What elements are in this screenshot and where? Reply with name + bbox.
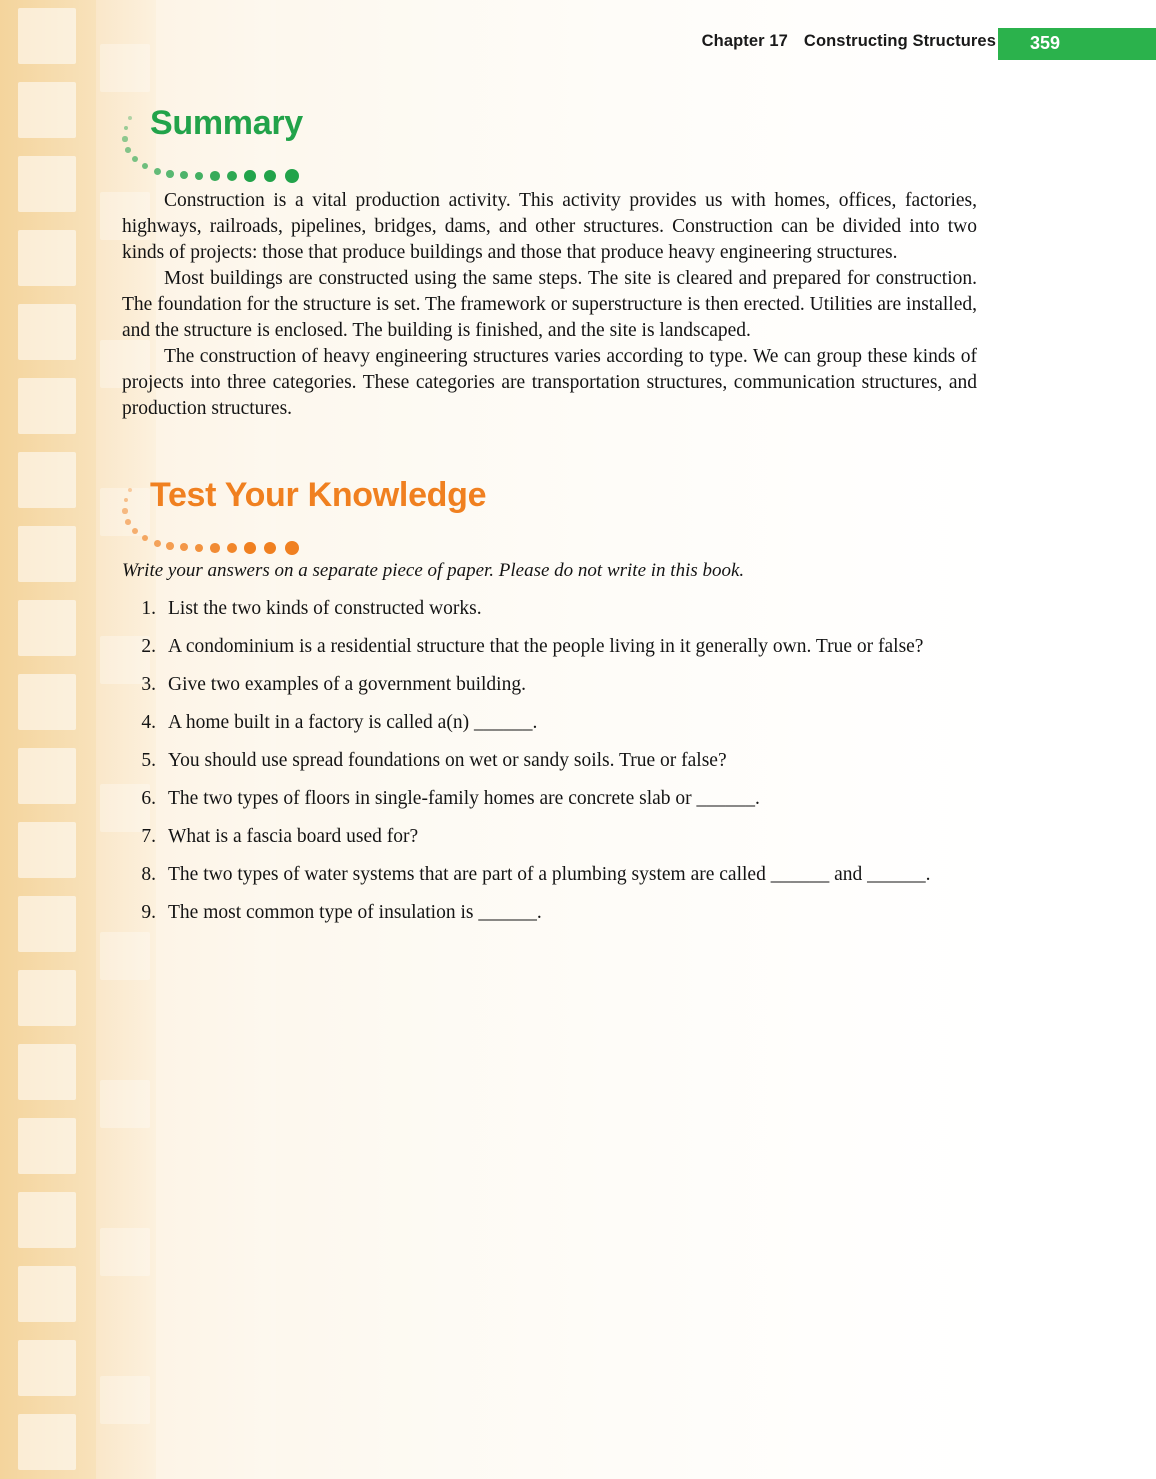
decorative-square [18,452,76,508]
decorative-square [18,230,76,286]
decorative-dot [210,543,220,553]
question-number: 6. [141,788,156,809]
question-number: 5. [141,750,156,771]
summary-heading: Summary [150,104,303,142]
page-header [0,28,1156,62]
question-item [122,672,977,698]
decorative-dot [132,156,138,162]
decorative-square [100,932,150,980]
decorative-square [18,822,76,878]
decorative-dot [124,498,129,503]
decorative-dot [285,169,299,183]
question-text: List the two kinds of constructed works. [168,598,482,619]
question-list [122,596,977,926]
question-number: 3. [141,674,156,695]
decorative-dot [180,543,188,551]
decorative-dot [125,519,131,525]
decorative-square [100,1228,150,1276]
question-text: The two types of floors in single-family homes are concrete slab or ______. [168,788,760,809]
decorative-dot [285,541,299,555]
decorative-square [18,1192,76,1248]
decorative-dot [227,171,237,181]
decorative-dot [264,542,277,555]
decorative-dot [195,172,204,181]
question-item [122,824,977,850]
question-text: The most common type of insulation is ______. [168,902,542,923]
decorative-dot [122,508,127,513]
decorative-dot [244,542,256,554]
decorative-dot [128,116,132,120]
question-item [122,900,977,926]
question-item [122,786,977,812]
summary-paragraph-2: Most buildings are constructed using the same steps. The site is cleared and prepared for construction. The foundation for the structure is set. The framework or superstructure is then erected. Utilities are installed, and the structure is enclosed. The building is finished, and the site is landscaped. [122,268,977,341]
page-number-band [998,28,1156,60]
decorative-dot [124,126,129,131]
decorative-dot [142,535,148,541]
question-item [122,862,977,888]
decorative-square [18,526,76,582]
decorative-dot [154,540,161,547]
decorative-square [18,600,76,656]
decorative-dot [210,171,220,181]
decorative-square [100,1080,150,1128]
page-number: 359 [1029,33,1060,53]
header-title-group [702,32,996,51]
tyk-heading: Test Your Knowledge [150,476,487,514]
summary-heading-block [122,96,977,182]
decorative-square [18,674,76,730]
decorative-square [18,1044,76,1100]
question-number: 1. [141,598,156,619]
background-stripe-left [0,0,96,1479]
decorative-square [18,82,76,138]
question-item [122,710,977,736]
decorative-square [18,748,76,804]
question-number: 8. [141,864,156,885]
decorative-square [100,1376,150,1424]
header-chapter-label: Chapter 17 [701,32,788,50]
decorative-dot [244,170,256,182]
decorative-square [18,1266,76,1322]
decorative-dot [154,168,161,175]
question-number: 7. [141,826,156,847]
decorative-dot [264,170,277,183]
decorative-dot [166,170,174,178]
question-item [122,596,977,622]
question-text: You should use spread foundations on wet or sandy soils. True or false? [168,750,727,771]
decorative-square [18,304,76,360]
decorative-dot [166,542,174,550]
question-text: A home built in a factory is called a(n) ______. [168,712,538,733]
decorative-square [18,156,76,212]
question-item [122,748,977,774]
decorative-square [18,970,76,1026]
question-number: 2. [141,636,156,657]
question-number: 4. [141,712,156,733]
decorative-square [18,1118,76,1174]
test-your-knowledge-block [122,468,977,926]
question-text: The two types of water systems that are part of a plumbing system are called ______ and ______. [168,864,931,885]
tyk-instruction: Write your answers on a separate piece of paper. Please do not write in this book. [122,560,745,581]
summary-paragraph-3: The construction of heavy engineering structures varies according to type. We can group these kinds of projects into three categories. These categories are transportation structures, communication structures, and production structures. [122,346,977,419]
decorative-square [18,1414,76,1470]
decorative-dot [122,136,127,141]
decorative-dot [128,488,132,492]
question-text: A condominium is a residential structure that the people living in it generally own. True or false? [168,636,924,657]
decorative-dot [180,171,188,179]
question-text: Give two examples of a government building. [168,674,526,695]
question-number: 9. [141,902,156,923]
header-chapter-title: Constructing Structures [803,32,996,50]
question-text: What is a fascia board used for? [168,826,419,847]
decorative-dot [195,544,204,553]
page-content [122,96,977,938]
decorative-square [18,896,76,952]
decorative-square [18,378,76,434]
decorative-dot [125,147,131,153]
question-item [122,634,977,660]
decorative-square [18,1340,76,1396]
decorative-dot [227,543,237,553]
decorative-dot [142,163,148,169]
summary-paragraph-1: Construction is a vital production activity. This activity provides us with homes, offices, factories, highways, railroads, pipelines, bridges, dams, and other structures. Construction can be divided into two kinds of projects: those that produce buildings and those that produce heavy engineering structures. [122,190,977,263]
tyk-heading-block [122,468,977,554]
decorative-dot [132,528,138,534]
